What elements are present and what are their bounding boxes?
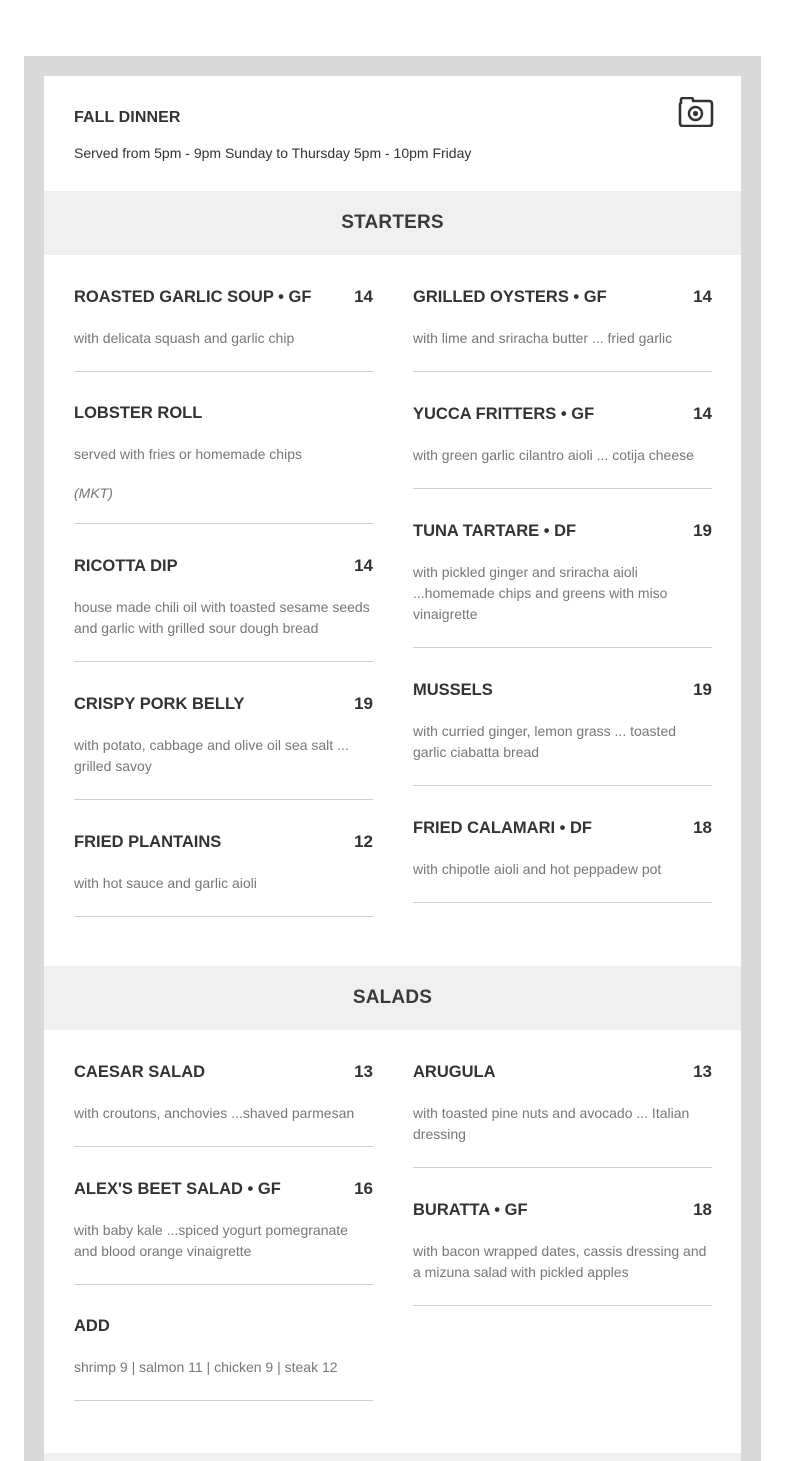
menu-item[interactable] bbox=[413, 1030, 712, 1168]
item-description: with croutons, anchovies ...shaved parmesan bbox=[74, 1105, 355, 1121]
item-description: with potato, cabbage and olive oil sea salt ... grilled savoy bbox=[74, 737, 349, 774]
menu-title: FALL DINNER bbox=[74, 109, 181, 126]
menu-item[interactable] bbox=[413, 1168, 712, 1306]
item-price: 16 bbox=[354, 1179, 373, 1198]
menu-item[interactable] bbox=[74, 255, 373, 372]
menu-item[interactable] bbox=[413, 255, 712, 372]
item-description: with delicata squash and garlic chip bbox=[74, 330, 295, 346]
menu-item[interactable] bbox=[413, 372, 712, 489]
item-name: FRIED PLANTAINS bbox=[74, 833, 222, 851]
item-description: with lime and sriracha butter ... fried garlic bbox=[413, 330, 673, 346]
menu-item[interactable] bbox=[74, 372, 373, 524]
item-price: 19 bbox=[693, 680, 712, 699]
item-name: LOBSTER ROLL bbox=[74, 404, 203, 422]
starters-left-column bbox=[74, 255, 373, 917]
item-price: 18 bbox=[693, 1200, 712, 1219]
menu-hours: Served from 5pm - 9pm Sunday to Thursday 5pm - 10pm Friday bbox=[74, 145, 472, 161]
item-price: 14 bbox=[693, 404, 712, 423]
item-description: with toasted pine nuts and avocado ... Italian dressing bbox=[413, 1105, 690, 1142]
item-description: with pickled ginger and sriracha aioli ...homemade chips and greens with miso vinaigrette bbox=[413, 564, 668, 622]
item-name: CAESAR SALAD bbox=[74, 1063, 206, 1081]
item-name: BURATTA • GF bbox=[413, 1201, 528, 1219]
item-name: FRIED CALAMARI • DF bbox=[413, 819, 593, 837]
item-name: GRILLED OYSTERS • GF bbox=[413, 288, 607, 306]
item-description: with chipotle aioli and hot peppadew pot bbox=[413, 861, 662, 877]
menu-item[interactable] bbox=[413, 648, 712, 786]
item-name: CRISPY PORK BELLY bbox=[74, 695, 245, 713]
starters-right-column bbox=[413, 255, 712, 903]
section-header-starters bbox=[44, 191, 741, 255]
item-price: 14 bbox=[354, 556, 373, 575]
camera-icon[interactable] bbox=[678, 97, 714, 127]
item-price: 13 bbox=[354, 1062, 373, 1081]
item-description: with bacon wrapped dates, cassis dressing and a mizuna salad with pickled apples bbox=[413, 1243, 707, 1280]
item-description: with curried ginger, lemon grass ... toasted garlic ciabatta bread bbox=[413, 723, 677, 760]
item-name: YUCCA FRITTERS • GF bbox=[413, 405, 595, 423]
item-price: 14 bbox=[354, 287, 373, 306]
item-name: ALEX'S BEET SALAD • GF bbox=[74, 1180, 281, 1198]
menu-card bbox=[44, 76, 741, 1461]
item-name: ADD bbox=[74, 1317, 110, 1335]
item-name: TUNA TARTARE • DF bbox=[413, 522, 577, 540]
item-description: house made chili oil with toasted sesame seeds and garlic with grilled sour dough bread bbox=[74, 599, 370, 636]
item-price: 19 bbox=[693, 521, 712, 540]
menu-item[interactable] bbox=[413, 489, 712, 648]
salads-left-column bbox=[74, 1030, 373, 1401]
menu-item[interactable] bbox=[74, 800, 373, 917]
menu-item[interactable] bbox=[74, 662, 373, 800]
item-price: 18 bbox=[693, 818, 712, 837]
item-market-price: (MKT) bbox=[74, 485, 113, 501]
section-header-next bbox=[44, 1453, 741, 1461]
item-description: with baby kale ...spiced yogurt pomegranate and blood orange vinaigrette bbox=[74, 1222, 348, 1259]
section-header-salads bbox=[44, 966, 741, 1030]
item-name: ROASTED GARLIC SOUP • GF bbox=[74, 288, 312, 306]
item-name: RICOTTA DIP bbox=[74, 557, 178, 575]
item-name: MUSSELS bbox=[413, 681, 493, 699]
menu-item-add-ons[interactable] bbox=[74, 1285, 373, 1401]
item-description: shrimp 9 | salmon 11 | chicken 9 | steak 12 bbox=[74, 1359, 338, 1375]
item-description: served with fries or homemade chips bbox=[74, 446, 302, 462]
item-price: 14 bbox=[693, 287, 712, 306]
item-price: 19 bbox=[354, 694, 373, 713]
section-title: STARTERS bbox=[341, 212, 444, 233]
menu-item[interactable] bbox=[74, 524, 373, 662]
item-price: 13 bbox=[693, 1062, 712, 1081]
menu-item[interactable] bbox=[74, 1030, 373, 1147]
salads-right-column bbox=[413, 1030, 712, 1306]
item-name: ARUGULA bbox=[413, 1063, 496, 1081]
item-description: with green garlic cilantro aioli ... cotija cheese bbox=[413, 447, 694, 463]
menu-item[interactable] bbox=[74, 1147, 373, 1285]
item-price: 12 bbox=[354, 832, 373, 851]
section-title: SALADS bbox=[352, 987, 433, 1008]
menu-header bbox=[44, 76, 741, 191]
menu-frame bbox=[24, 56, 761, 1461]
item-description: with hot sauce and garlic aioli bbox=[74, 875, 257, 891]
menu-item[interactable] bbox=[413, 786, 712, 903]
